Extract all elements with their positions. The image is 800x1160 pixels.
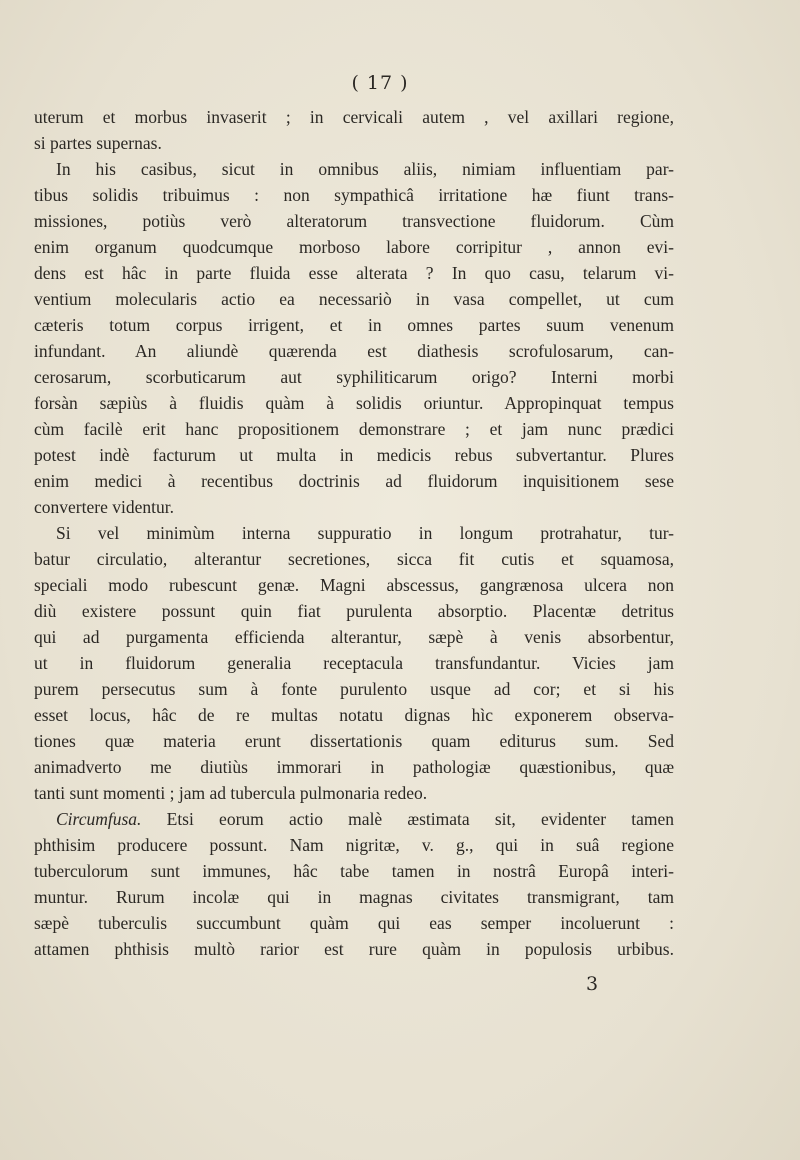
line-text: animadverto me diutiùs immorari in pathologiæ quæstionibus, quæ — [34, 757, 674, 777]
line-text: batur circulatio, alterantur secretiones, sicca fit cutis et squamosa, — [34, 549, 674, 569]
text-line — [34, 338, 674, 364]
text-line — [34, 312, 674, 338]
text-line — [34, 494, 674, 520]
line-text: tibus solidis tribuimus : non sympathicâ irritatione hæ fiunt trans- — [34, 185, 674, 205]
line-text: Si vel minimùm interna suppuratio in longum protrahatur, tur- — [56, 523, 674, 543]
italic-heading: Circumfusa. — [56, 809, 142, 829]
text-line — [34, 390, 674, 416]
text-line — [34, 598, 674, 624]
text-line — [34, 234, 674, 260]
text-line — [34, 936, 674, 962]
line-text: attamen phthisis multò rarior est rure quàm in populosis urbibus. — [34, 939, 674, 959]
line-text: ventium molecularis actio ea necessariò in vasa compellet, ut cum — [34, 289, 674, 309]
text-line — [34, 858, 674, 884]
line-text: cerosarum, scorbuticarum aut syphiliticarum origo? Interni morbi — [34, 367, 674, 387]
line-text: muntur. Rurum incolæ qui in magnas civitates transmigrant, tam — [34, 887, 674, 907]
text-line — [34, 884, 674, 910]
text-line — [34, 104, 674, 130]
line-text: sæpè tuberculis succumbunt quàm qui eas semper incoluerunt : — [34, 913, 674, 933]
text-line — [34, 182, 674, 208]
line-text: convertere videntur. — [34, 497, 174, 517]
text-line — [34, 806, 674, 832]
text-line — [34, 156, 674, 182]
text-line — [34, 624, 674, 650]
line-text: phthisim producere possunt. Nam nigritæ, v. g., qui in suâ regione — [34, 835, 674, 855]
text-line — [34, 650, 674, 676]
line-text: cùm facilè erit hanc propositionem demonstrare ; et jam nunc prædici — [34, 419, 674, 439]
text-line — [34, 572, 674, 598]
text-line — [34, 754, 674, 780]
line-text: Etsi eorum actio malè æstimata sit, evidenter tamen — [166, 809, 675, 829]
text-line — [34, 780, 674, 806]
text-line — [34, 546, 674, 572]
line-text: potest indè facturum ut multa in medicis rebus subvertantur. Plures — [34, 445, 674, 465]
text-line — [34, 702, 674, 728]
line-text: tuberculorum sunt immunes, hâc tabe tamen in nostrâ Europâ interi- — [34, 861, 674, 881]
line-text: cæteris totum corpus irrigent, et in omnes partes suum venenum — [34, 315, 674, 335]
line-text: forsàn sæpiùs à fluidis quàm à solidis oriuntur. Appropinquat tempus — [34, 393, 674, 413]
line-text: uterum et morbus invaserit ; in cervicali autem , vel axillari regione, — [34, 107, 674, 127]
line-text: dens est hâc in parte fluida esse alterata ? In quo casu, telarum vi- — [34, 263, 674, 283]
body-text — [34, 104, 674, 962]
line-text: ut in fluidorum generalia receptacula transfundantur. Vicies jam — [34, 653, 674, 673]
line-text: In his casibus, sicut in omnibus aliis, nimiam influentiam par- — [56, 159, 674, 179]
line-text: tanti sunt momenti ; jam ad tubercula pulmonaria redeo. — [34, 783, 428, 803]
text-line — [34, 130, 674, 156]
text-line — [34, 910, 674, 936]
line-text: enim medici à recentibus doctrinis ad fluidorum inquisitionem sese — [34, 471, 674, 491]
text-line — [34, 442, 674, 468]
text-line — [34, 286, 674, 312]
line-text: speciali modo rubescunt genæ. Magni abscessus, gangrænosa ulcera non — [34, 575, 674, 595]
text-line — [34, 468, 674, 494]
text-line — [34, 364, 674, 390]
line-text: esset locus, hâc de re multas notatu dignas hìc exponerem observa- — [34, 705, 674, 725]
text-line — [34, 832, 674, 858]
line-text: missiones, potiùs verò alteratorum transvectione fluidorum. Cùm — [34, 211, 674, 231]
text-line — [34, 260, 674, 286]
line-text: qui ad purgamenta efficienda alterantur, sæpè à venis absorbentur, — [34, 627, 674, 647]
text-line — [34, 728, 674, 754]
line-text: diù existere possunt quin fiat purulenta absorptio. Placentæ detritus — [34, 601, 674, 621]
text-line — [34, 520, 674, 546]
line-text: infundant. An aliundè quærenda est diathesis scrofulosarum, can- — [34, 341, 674, 361]
line-text: enim organum quodcumque morboso labore corripitur , annon evi- — [34, 237, 674, 257]
line-text: purem persecutus sum à fonte purulento usque ad cor; et si his — [34, 679, 674, 699]
text-line — [34, 208, 674, 234]
line-text: si partes supernas. — [34, 133, 162, 153]
text-line — [34, 676, 674, 702]
page-number: ( 17 ) — [351, 72, 409, 94]
signature-mark: 3 — [586, 973, 599, 995]
line-text: tiones quæ materia erunt dissertationis quam editurus sum. Sed — [34, 731, 674, 751]
text-line — [34, 416, 674, 442]
